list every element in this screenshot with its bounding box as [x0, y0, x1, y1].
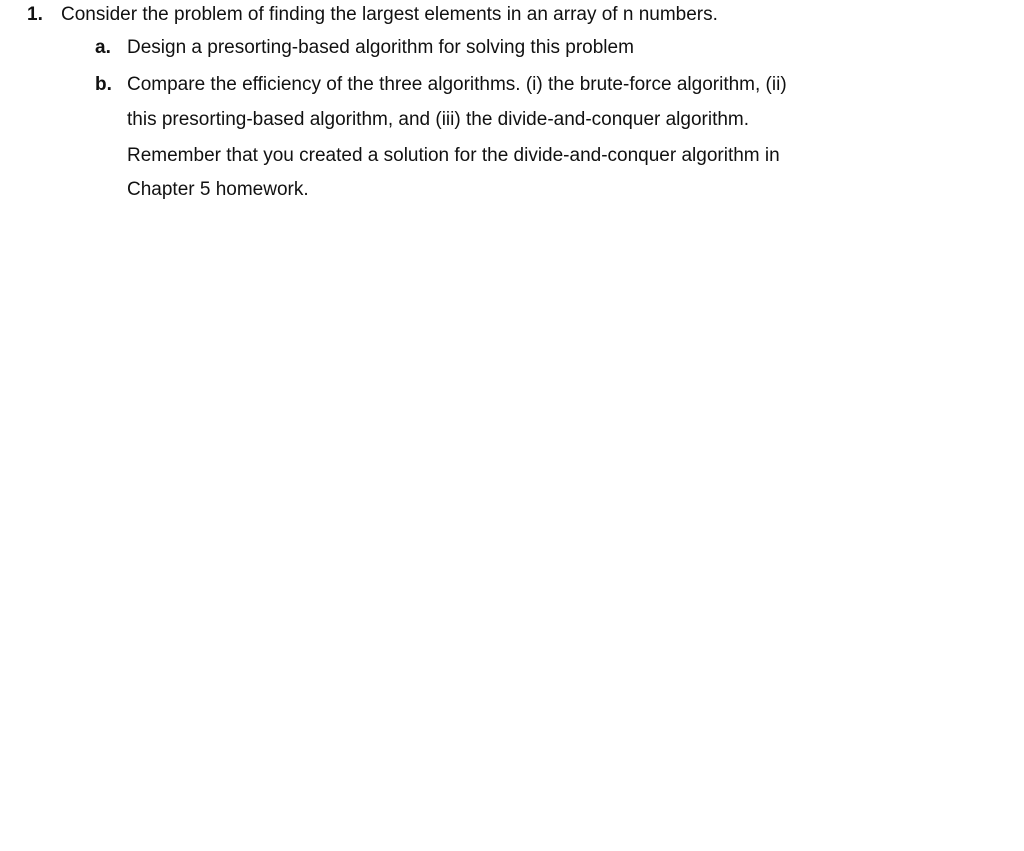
- question-number: 1.: [27, 4, 43, 25]
- part-b-line-2: this presorting-based algorithm, and (iii) the divide-and-conquer algorithm.: [127, 109, 750, 130]
- part-a-label: a.: [95, 37, 111, 58]
- question-text: Consider the problem of finding the largest elements in an array of n numbers.: [61, 4, 718, 25]
- part-b-line-1: Compare the efficiency of the three algorithms. (i) the brute-force algorithm, (ii): [127, 74, 787, 95]
- part-a-line-1: Design a presorting-based algorithm for solving this problem: [127, 37, 634, 58]
- part-b-line-4: Chapter 5 homework.: [127, 179, 309, 200]
- part-b-label: b.: [95, 74, 112, 95]
- part-b-line-3: Remember that you created a solution for the divide-and-conquer algorithm in: [127, 145, 780, 166]
